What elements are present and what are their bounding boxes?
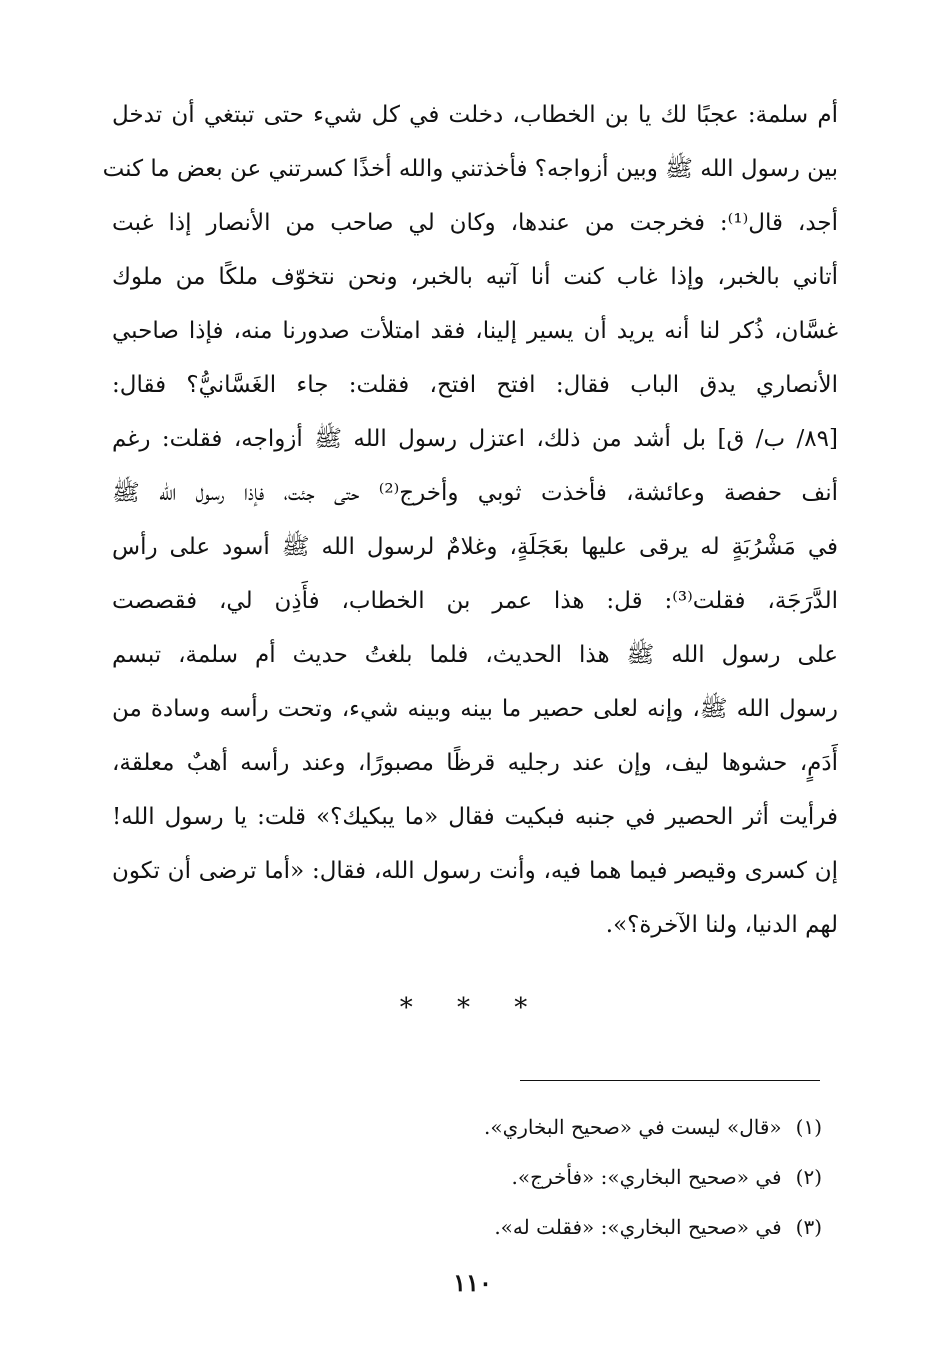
text-line: إن كسرى وقيصر فيما هما فيه، وأنت رسول الله، فقال: «أما ترضى أن تكون [112,858,838,884]
footnote-text: في «صحيح البخاري»: «فأخرج». [511,1165,782,1189]
text-line: لهم الدنيا، ولنا الآخرة؟». [605,912,838,938]
text-line: في مَشْرُبَةٍ له يرقى عليها بعَجَلَةٍ، وغلامٌ لرسول الله ﷺ أسود على رأس [112,534,838,560]
footnote-item [300,1202,822,1252]
footnote-item [300,1152,822,1202]
text-line: أنف حفصة وعائشة، فأخذت ثوبي وأخرج⁽²⁾ حتى جئت، فإذا رسول الله ﷺ [112,480,839,506]
footnote-number: (٢) [795,1165,822,1189]
text-line: أجد، قال⁽¹⁾: فخرجت من عندها، وكان لي صاحب من الأنصار إذا غبت [112,210,839,236]
text-line: رسول الله ﷺ، وإنه لعلى حصير ما بينه وبينه شيء، وتحت رأسه وسادة من [112,696,838,722]
footnote-text: «قال» ليست في «صحيح البخاري». [484,1115,782,1139]
text-line: أم سلمة: عجبًا لك يا بن الخطاب، دخلت في كل شيء حتى تبتغي أن تدخل [112,102,838,128]
text-line: أتاني بالخبر، وإذا غاب كنت أنا آتيه بالخبر، ونحن نتخوّف ملكًا من ملوك [112,264,838,290]
section-separator: * * * [399,993,546,1023]
main-text-block [102,88,839,952]
text-line: الدَّرَجَة، فقلت⁽³⁾: قل: هذا عمر بن الخطاب، فأَذِن لي، فقصصت [112,588,838,614]
text-line: فرأيت أثر الحصير في جنبه فبكيت فقال «ما يبكيك؟» قلت: يا رسول الله! [112,804,838,830]
text-line: غسَّان، ذُكر لنا أنه يريد أن يسير إلينا، فقد امتلأت صدورنا منه، فإذا صاحبي [112,318,838,344]
footnote-divider [520,1080,820,1081]
footnote-number: (٣) [795,1215,822,1239]
footnotes-block [300,1102,822,1252]
page-number: ١١٠ [453,1268,492,1297]
footnote-item [300,1102,822,1152]
text-line: أَدَمٍ، حشوها ليف، وإن عند رجليه قرظًا مصبورًا، وعند رأسه أهبٌ معلقة، [112,750,838,776]
text-line: بين رسول الله ﷺ وبين أزواجه؟ فأخذتني والله أخذًا كسرتني عن بعض ما كنت [102,156,838,182]
footnote-number: (١) [795,1115,822,1139]
text-line: [٨٩/ ب/ ق] بل أشد من ذلك، اعتزل رسول الله ﷺ أزواجه، فقلت: رغم [112,426,838,452]
text-line: على رسول الله ﷺ هذا الحديث، فلما بلغتُ حديث أم سلمة، تبسم [112,642,838,668]
footnote-text: في «صحيح البخاري»: «فقلت له». [494,1215,782,1239]
text-line: الأنصاري يدق الباب فقال: افتح افتح، فقلت: جاء الغَسَّانيُّ؟ فقال: [112,372,838,398]
